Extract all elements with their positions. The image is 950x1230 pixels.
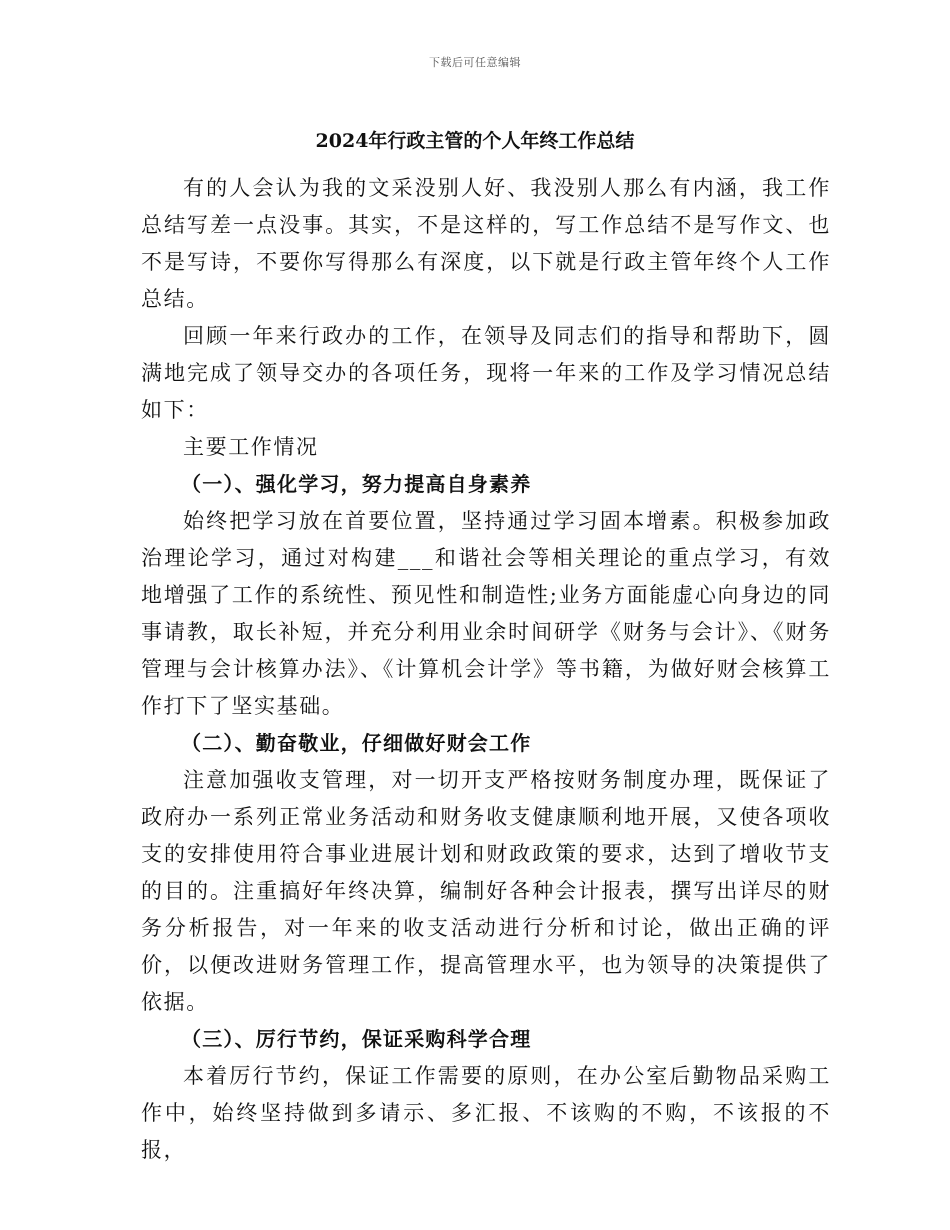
intro-paragraph: 有的人会认为我的文采没别人好、我没别人那么有内涵，我工作总结写差一点没事。其实，不是这样的，写工作总结不是写作文、也不是写诗，不要你写得那么有深度，以下就是行政主管年终个人工作总结。 xyxy=(141,176,831,311)
section-heading-1: （一）、强化学习，努力提高自身素养 xyxy=(181,472,532,496)
document-body xyxy=(141,170,831,1169)
section-heading-2: （二）、勤奋敬业，仔细做好财会工作 xyxy=(181,731,532,755)
header-note: 下载后可任意编辑 xyxy=(429,56,521,69)
review-paragraph: 回顾一年来行政办的工作，在领导及同志们的指导和帮助下，圆满地完成了领导交办的各项任务，现将一年来的工作及学习情况总结如下： xyxy=(141,324,831,422)
section-1-paragraph: 始终把学习放在首要位置，坚持通过学习固本增素。积极参加政治理论学习，通过对构建___和谐社会等相关理论的重点学习，有效地增强了工作的系统性、预见性和制造性;业务方面能虚心向身边的同事请教，取长补短，并充分利用业余时间研学《财务与会计》、《财务管理与会计核算办法》、《计算机会计学》等书籍，为做好财会核算工作打下了坚实基础。 xyxy=(141,509,831,718)
document-title: 2024年行政主管的个人年终工作总结 xyxy=(315,130,635,152)
section-2-paragraph: 注意加强收支管理，对一切开支严格按财务制度办理，既保证了政府办一系列正常业务活动和财务收支健康顺利地开展，又使各项收支的安排使用符合事业进展计划和财政政策的要求，达到了增收节支的目的。注重搞好年终决算，编制好各种会计报表，撰写出详尽的财务分析报告，对一年来的收支活动进行分析和讨论，做出正确的评价，以便改进财务管理工作，提高管理水平，也为领导的决策提供了依据。 xyxy=(141,768,831,1014)
section-heading-3: （三）、厉行节约，保证采购科学合理 xyxy=(181,1027,532,1051)
section-3-paragraph: 本着厉行节约，保证工作需要的原则，在办公室后勤物品采购工作中，始终坚持做到多请示、多汇报、不该购的不购，不该报的不报， xyxy=(141,1064,831,1162)
section-label-main-work: 主要工作情况 xyxy=(183,435,319,459)
